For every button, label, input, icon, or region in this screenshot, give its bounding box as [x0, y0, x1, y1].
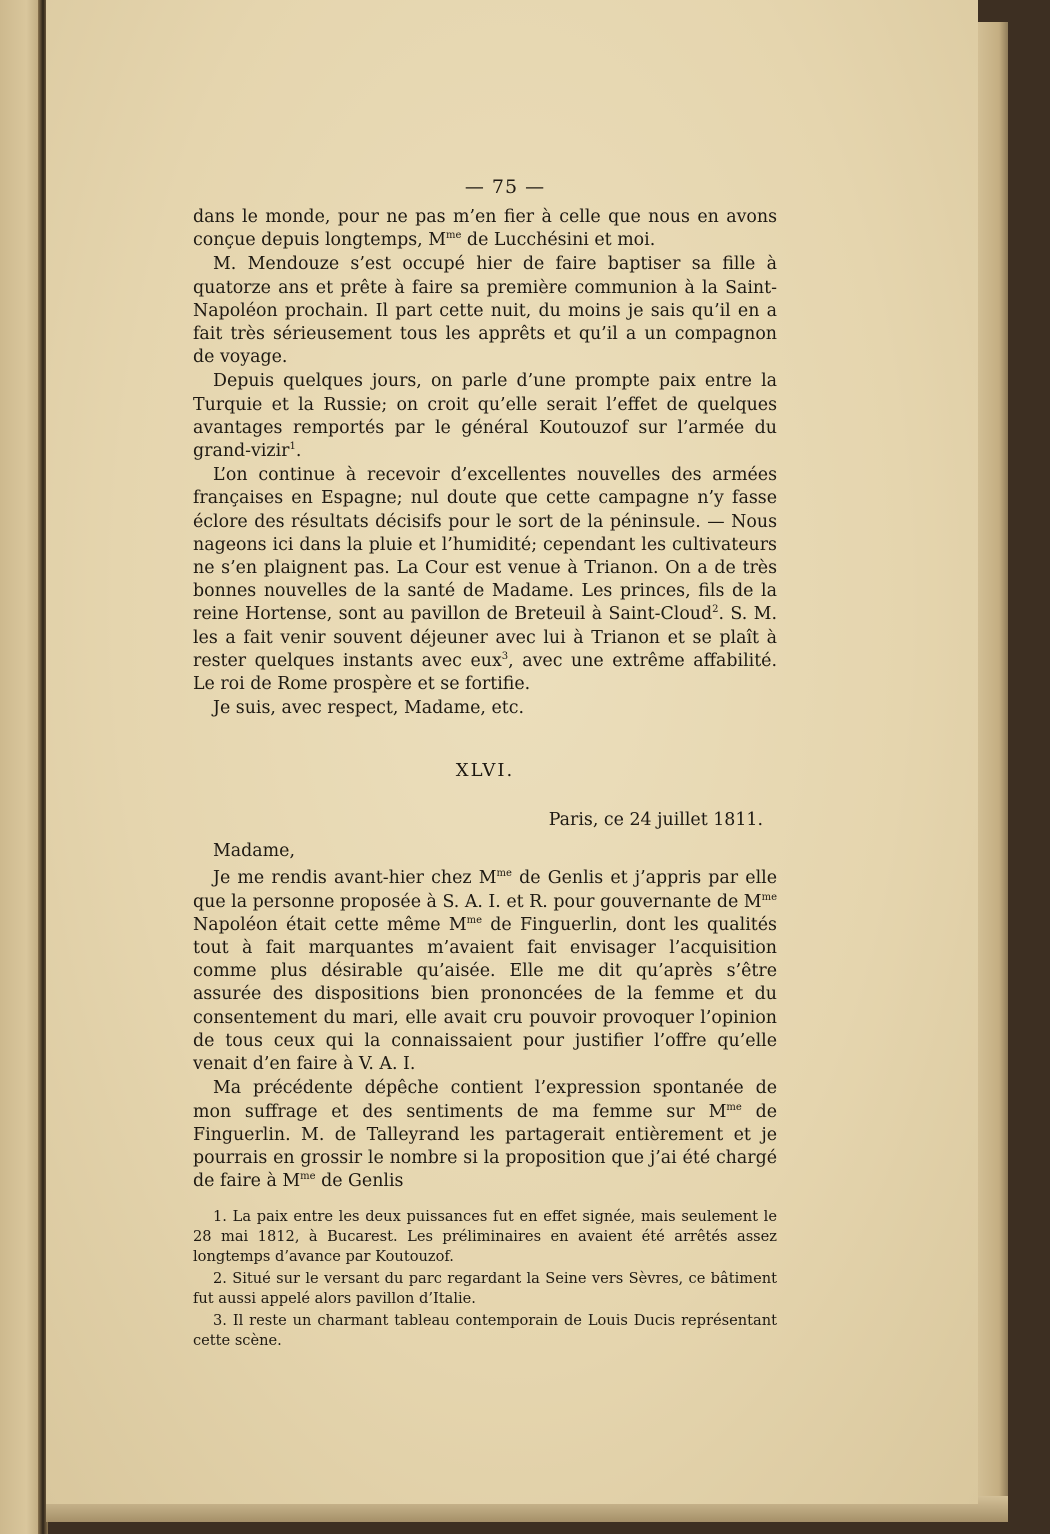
salutation: Madame,	[213, 841, 295, 862]
closing: Je suis, avec respect, Madame, etc.	[213, 698, 525, 719]
paragraph: Ma précédente dépêche contient l’expression spontanée de mon suffrage et des sentiments de ma femme sur $M^{me}$ de Finguerlin. M. de Talleyrand les partagerait entièrement et je pourrais en grossir le nombre si la proposition que j’ai été chargé de faire à $M^{me}$ de Genlis	[193, 1078, 777, 1192]
footnote: 2. Situé sur le versant du parc regardant la Seine vers Sèvres, ce bâtiment fut aussi appelé alors pavillon d’Italie.	[193, 1270, 777, 1308]
footnotes	[193, 1207, 777, 1351]
paragraph: dans le monde, pour ne pas m’en fier à celle que nous en avons conçue depuis longtemps, $M^{me}$ de Lucchésini et moi.	[193, 207, 777, 251]
letter-continuation	[193, 206, 777, 720]
page-number: — 75 —	[464, 176, 546, 198]
paragraph: Je me rendis avant-hier chez $M^{me}$ de Genlis et j’appris par elle que la personne proposée à S. A. I. et R. pour gouvernante de $M^{me}$ Napoléon était cette même $M^{me}$ de Finguerlin, dont les qualités tout à fait marquantes m’avaient fait envisager l’acquisition comme plus désirable qu’aisée. Elle me dit qu’après s’être assurée des dispositions bien prononcées de la femme et du consentement du mari, elle avait cru pouvoir provoquer l’opinion de tous ceux qui la connaissaient pour justifier l’offre qu’elle venait d’en faire à V. A. I.	[193, 868, 777, 1075]
footnote-ref: 1	[289, 441, 296, 453]
footnote-ref: 3	[501, 651, 509, 663]
right-page-edge	[978, 22, 1008, 1510]
paragraph: Depuis quelques jours, on parle d’une prompte paix entre la Turquie et la Russie; on croit qu’elle serait l’effet de quelques avantages remportés par le général Koutouzof sur l’armée du grand-vizir$^1$.	[193, 371, 777, 462]
paragraph: L’on continue à recevoir d’excellentes nouvelles des armées françaises en Espagne; nul doute que cette campagne n’y fasse éclore des résultats décisifs pour le sort de la péninsule. — Nous nageons ici dans la pluie et l’humidité; cependant les cultivateurs ne s’en plaignent pas. La Cour est venue à Trianon. On a de très bonnes nouvelles de la santé de Madame. Les princes, fils de la reine Hortense, sont au pavillon de Breteuil à Saint-Cloud$^2$. S. M. les a fait venir souvent déjeuner avec lui à Trianon et se plaît à rester quelques instants avec eux$^3$, avec une extrême affabilité. Le roi de Rome prospère et se fortifie.	[193, 465, 777, 695]
footnote: 3. Il reste un charmant tableau contemporain de Louis Ducis représentant cette scène.	[193, 1312, 777, 1350]
page-content	[193, 176, 777, 1351]
letter-heading: XLVI.	[455, 760, 515, 782]
footnote: 1. La paix entre les deux puissances fut en effet signée, mais seulement le 28 mai 1812, à Bucarest. Les préliminaires en avaient été arrêtés assez longtemps d’avance par Koutouzof.	[193, 1208, 777, 1266]
paragraph: M. Mendouze s’est occupé hier de faire baptiser sa fille à quatorze ans et prête à faire sa première communion à la Saint-Napoléon prochain. Il part cette nuit, du moins je sais qu’il en a fait très sérieusement tous les apprêts et qu’il a un compagnon de voyage.	[193, 254, 777, 368]
dateline: Paris, ce 24 juillet 1811.	[548, 810, 763, 831]
letter-body	[193, 867, 777, 1193]
footnote-ref: 2	[712, 604, 719, 616]
